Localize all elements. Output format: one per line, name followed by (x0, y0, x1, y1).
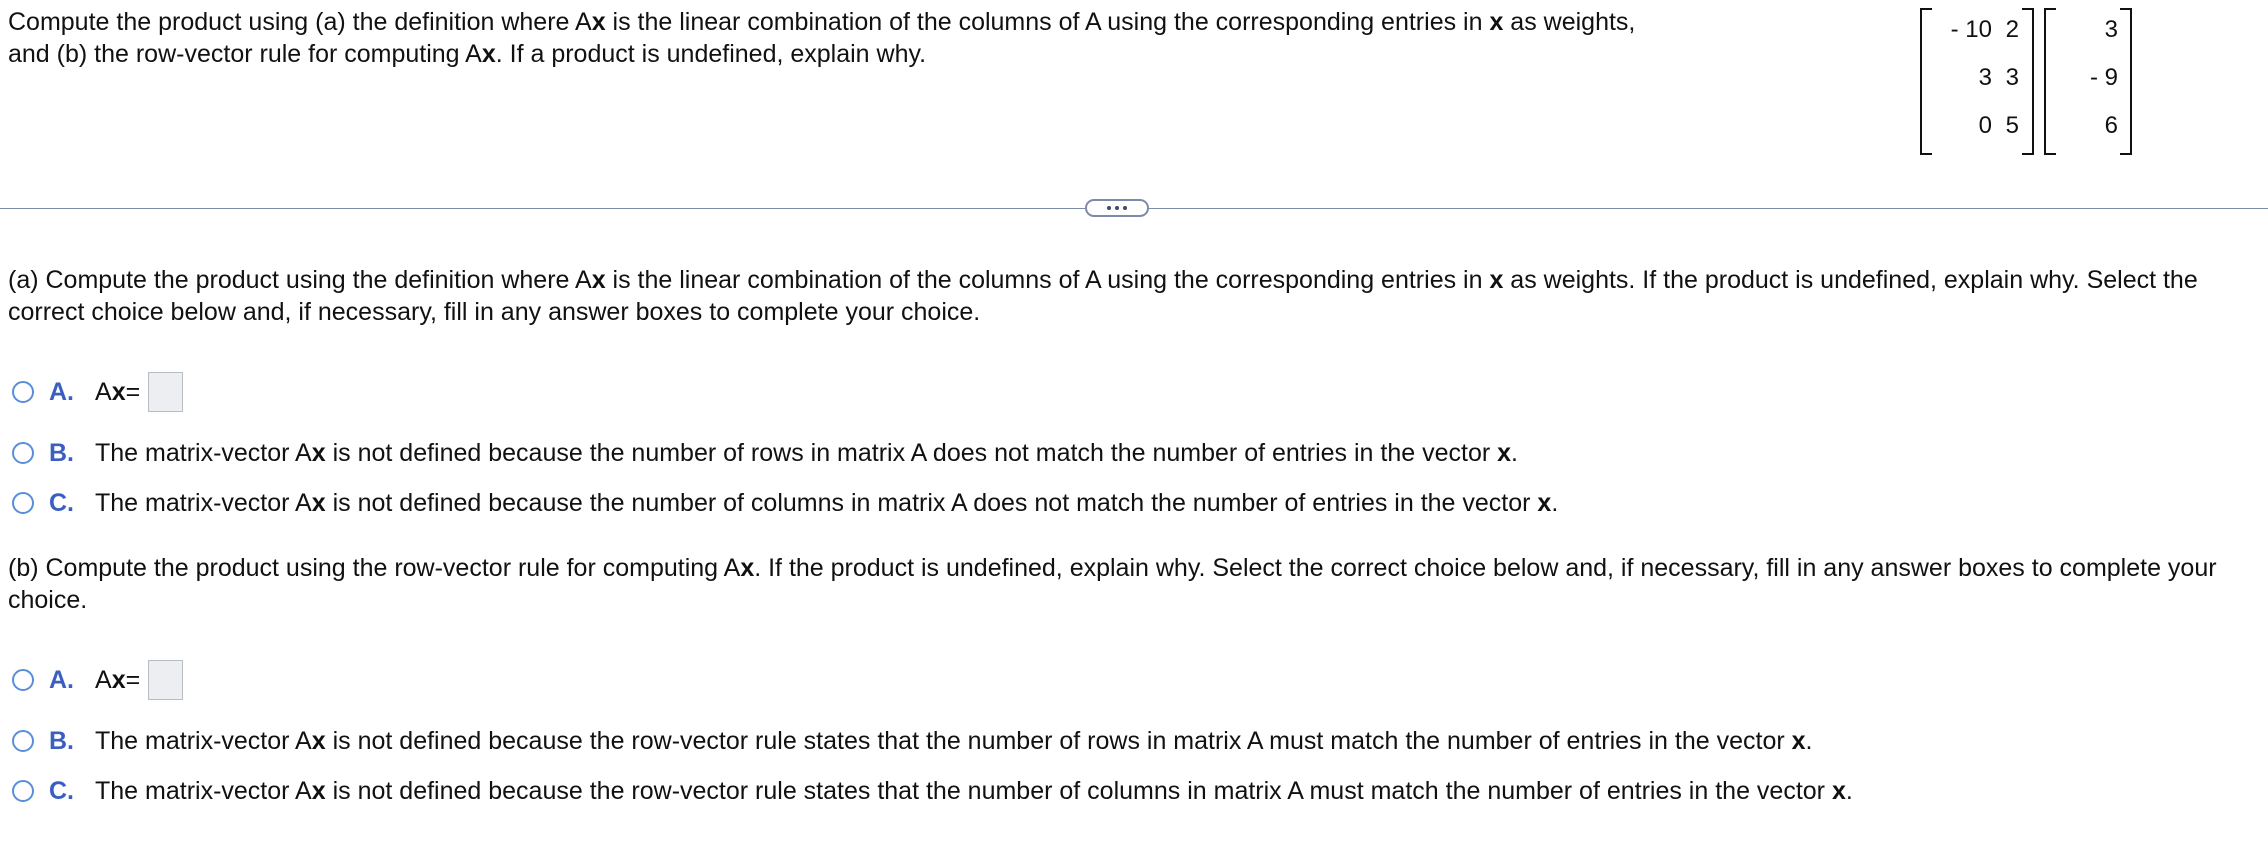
vector-x (2044, 8, 2132, 151)
prompt-text: (a) Compute the product using the definition where A (8, 266, 592, 294)
matrix-a-cell: - 10 (1950, 16, 1992, 43)
ax-label-text: = (125, 377, 141, 406)
problem-text: . If a product is undefined, explain why. (495, 40, 927, 68)
choice-letter: C. (49, 776, 74, 805)
vector-x-symbol: x (591, 266, 606, 294)
problem-text: Compute the product using (a) the definition where A (8, 8, 592, 36)
radio-button[interactable] (12, 730, 34, 752)
radio-button[interactable] (12, 381, 34, 403)
vector-x-symbol: x (311, 776, 326, 805)
choice-text-part: is not defined because the number of rows in matrix A does not match the number of entries in the vector (325, 438, 1498, 467)
dot-icon (1107, 206, 1111, 210)
matrix-a-left-bracket (1920, 8, 1932, 155)
radio-button[interactable] (12, 492, 34, 514)
choice-text (95, 439, 1518, 468)
matrix-a-cell: 5 (2005, 112, 2019, 139)
radio-button[interactable] (12, 669, 34, 691)
problem-text: as weights, (1503, 8, 1636, 36)
vector-x-symbol: x (1537, 488, 1552, 517)
vector-x-entry: 6 (2104, 112, 2118, 139)
choice-letter: B. (49, 438, 74, 467)
prompt-text: as weights. If the product is undefined, explain why. Select the correct choice below and, if necessary, fill in any answer boxes to complete your choice. (8, 266, 2198, 326)
choice-text-part: . (1845, 776, 1853, 805)
ax-label-text: = (125, 665, 141, 694)
choice-text-part: The matrix-vector A (95, 488, 312, 517)
problem-text: is the linear combination of the columns of A using the corresponding entries in (605, 8, 1490, 36)
part-b-choice-b[interactable] (12, 721, 1813, 761)
prompt-text: . If the product is undefined, explain why. Select the correct choice below and, if necessary, fill in any answer boxes to complete your choice. (8, 554, 2217, 614)
dot-icon (1123, 206, 1127, 210)
choice-letter: C. (49, 488, 74, 517)
choice-letter: A. (49, 665, 74, 694)
part-b-prompt (8, 552, 2258, 616)
matrix-a-cell: 0 (1978, 112, 1992, 139)
vector-x-symbol: x (311, 438, 326, 467)
choice-text (95, 777, 1853, 806)
part-a-choice-b[interactable] (12, 433, 1518, 473)
vector-x-symbol: x (591, 8, 606, 36)
vector-x-symbol: x (1497, 438, 1512, 467)
radio-button[interactable] (12, 780, 34, 802)
vector-x-symbol: x (311, 488, 326, 517)
vector-x-symbol: x (1791, 726, 1806, 755)
vector-x-symbol: x (1831, 776, 1846, 805)
part-b-choice-c[interactable] (12, 771, 1853, 811)
vector-x-symbol: x (740, 554, 755, 582)
choice-text-part: The matrix-vector A (95, 726, 312, 755)
ax-label-text: A (95, 665, 112, 694)
choice-text-part: . (1805, 726, 1813, 755)
matrix-a-right-bracket (2022, 8, 2034, 155)
prompt-text: is the linear combination of the columns of A using the corresponding entries in (605, 266, 1490, 294)
choice-text-part: . (1551, 488, 1559, 517)
vector-x-entry: - 9 (2089, 64, 2118, 91)
answer-input-box[interactable] (148, 372, 183, 412)
expand-more-button[interactable] (1085, 199, 1149, 217)
prompt-text: (b) Compute the product using the row-vector rule for computing A (8, 554, 741, 582)
vector-x-left-bracket (2044, 8, 2056, 155)
ax-label-text: A (95, 377, 112, 406)
dot-icon (1115, 206, 1119, 210)
matrix-a-cell: 3 (1978, 64, 1992, 91)
problem-statement (8, 6, 1728, 70)
choice-text (95, 489, 1558, 518)
part-a-choice-a[interactable] (12, 372, 183, 412)
choice-text-part: is not defined because the row-vector rule states that the number of columns in matrix A must match the number of entries in the vector (325, 776, 1832, 805)
vector-x-symbol: x (311, 726, 326, 755)
part-b-choice-a[interactable] (12, 660, 183, 700)
ax-label (95, 666, 140, 695)
ax-label (95, 378, 140, 407)
choice-text-part: The matrix-vector A (95, 776, 312, 805)
vector-x-symbol: x (1489, 8, 1504, 36)
matrix-a (1920, 8, 2034, 151)
matrix-a-cell: 3 (2005, 64, 2019, 91)
vector-x-right-bracket (2120, 8, 2132, 155)
choice-text-part: is not defined because the number of columns in matrix A does not match the number of entries in the vector (325, 488, 1538, 517)
choice-letter: A. (49, 377, 74, 406)
choice-text-part: is not defined because the row-vector rule states that the number of rows in matrix A must match the number of entries in the vector (325, 726, 1792, 755)
choice-text-part: . (1511, 438, 1518, 467)
vector-x-symbol: x (111, 665, 126, 694)
part-a-choice-c[interactable] (12, 483, 1558, 523)
problem-text: and (b) the row-vector rule for computing A (8, 40, 482, 68)
matrix-a-cell: 2 (2005, 16, 2019, 43)
choice-text (95, 727, 1813, 756)
vector-x-entry: 3 (2104, 16, 2118, 43)
choice-text-part: The matrix-vector A (95, 438, 312, 467)
vector-x-symbol: x (481, 40, 496, 68)
vector-x-symbol: x (1489, 266, 1504, 294)
radio-button[interactable] (12, 442, 34, 464)
part-a-prompt (8, 264, 2258, 328)
vector-x-symbol: x (111, 377, 126, 406)
choice-letter: B. (49, 726, 74, 755)
answer-input-box[interactable] (148, 660, 183, 700)
